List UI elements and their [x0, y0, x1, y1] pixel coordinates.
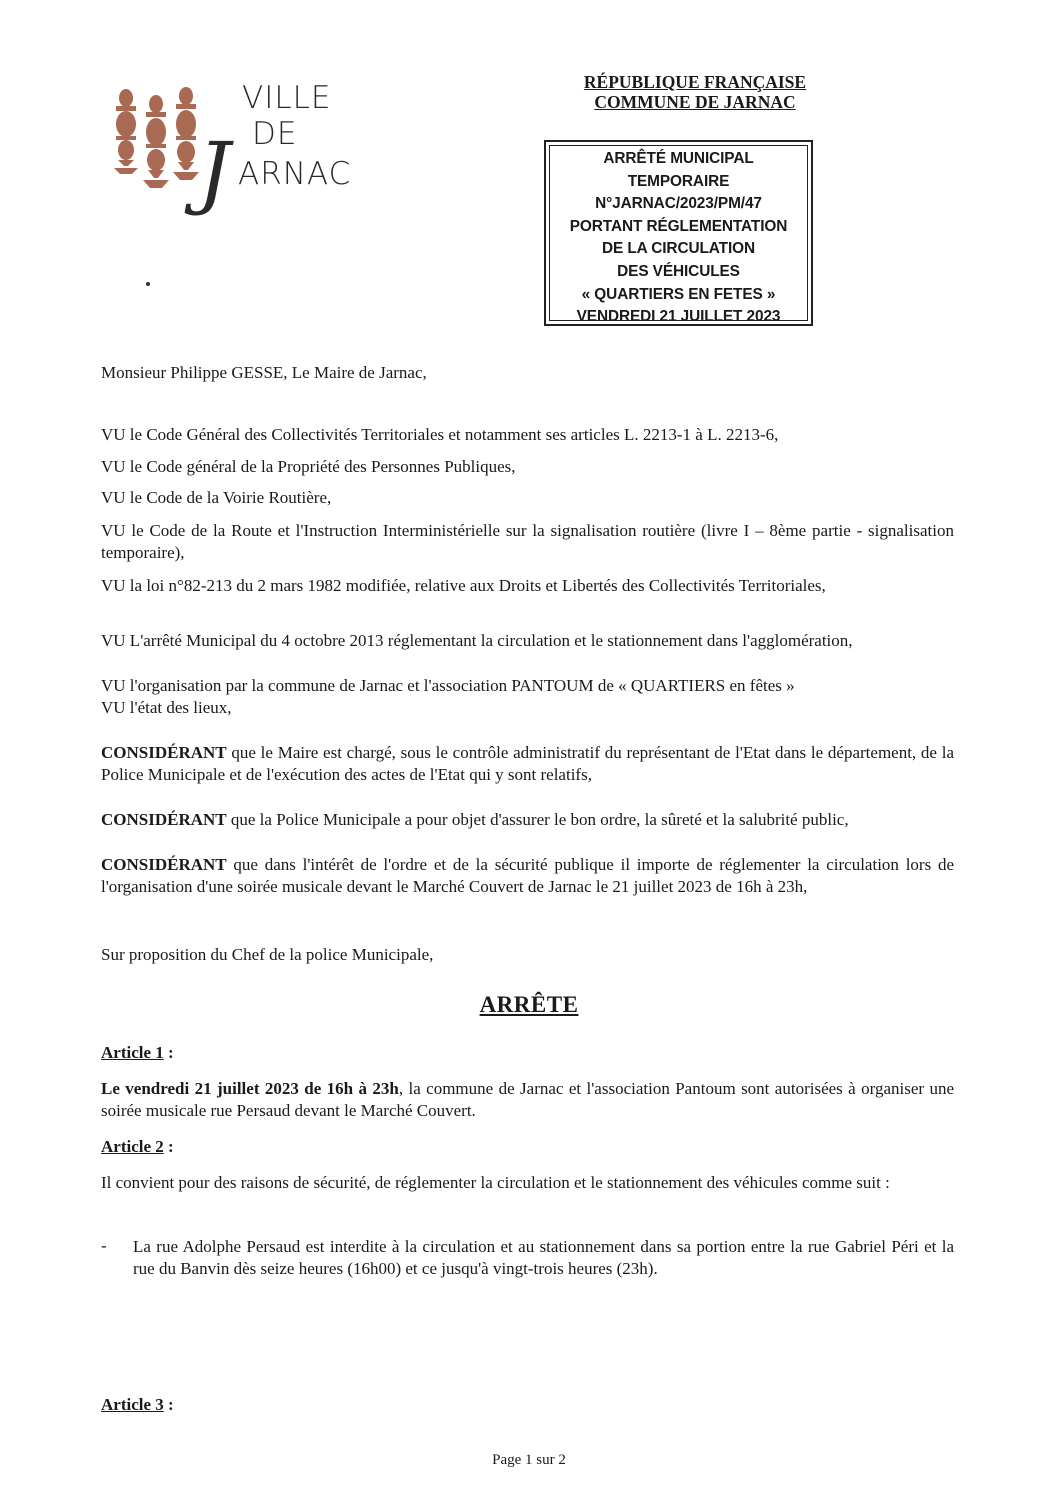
- article-2-colon: :: [163, 1137, 174, 1156]
- box-line: VENDREDI 21 JUILLET 2023: [576, 308, 781, 326]
- article-1-colon: :: [163, 1043, 174, 1062]
- box-line: TEMPORAIRE: [627, 172, 730, 190]
- box-line: DE LA CIRCULATION: [601, 240, 756, 258]
- vu-item: VU le Code de la Route et l'Instruction Interministérielle sur la signalisation routière (livre I – 8ème partie - signalisation temporaire),: [101, 521, 954, 562]
- logo-figure-middle: [143, 95, 169, 188]
- article-2-title: Article 2: [101, 1137, 164, 1156]
- page-number: Page 1 sur 2: [492, 1452, 566, 1468]
- commune-de-jarnac: COMMUNE DE JARNAC: [594, 92, 796, 112]
- article-2-bullet: La rue Adolphe Persaud est interdite à la circulation et au stationnement dans sa portion entre la rue Gabriel Péri et la rue du Banvin dès seize heures (16h00) et ce jusqu'à vingt-trois heures (23h).: [133, 1237, 954, 1278]
- article-1-title: Article 1: [101, 1043, 164, 1062]
- article-3-title: Article 3: [101, 1395, 164, 1414]
- article-1-heading: [101, 1042, 954, 1064]
- vu-item: VU la loi n°82-213 du 2 mars 1982 modifiée, relative aux Droits et Libertés des Collectivités Territoriales,: [101, 576, 826, 595]
- jarnac-logo-text: [198, 80, 387, 220]
- jarnac-logo-emblem: [108, 84, 204, 196]
- article-1-date: Le vendredi 21 juillet 2023 de 16h à 23h: [101, 1079, 399, 1098]
- considerant-1: [101, 742, 954, 786]
- arrete-title-box: [544, 140, 813, 326]
- arrete-heading: ARRÊTE: [479, 992, 579, 1017]
- proposition-line: Sur proposition du Chef de la police Municipale,: [101, 945, 434, 964]
- box-line: N°JARNAC/2023/PM/47: [595, 195, 762, 213]
- considerant-text: que le Maire est chargé, sous le contrôle administratif du représentant de l'Etat dans le département, de la Police Municipale et de l'exécution des actes de l'Etat qui y sont relatifs,: [101, 743, 954, 784]
- article-2-body: Il convient pour des raisons de sécurité, de réglementer la circulation et le stationnement des véhicules comme suit :: [101, 1173, 890, 1192]
- box-line: « QUARTIERS EN FETES »: [581, 285, 776, 303]
- vu-item: VU l'état des lieux,: [101, 698, 232, 717]
- republique-francaise: RÉPUBLIQUE FRANÇAISE: [583, 72, 807, 92]
- article-3-heading: [101, 1394, 954, 1416]
- bullet-dash: -: [101, 1236, 107, 1255]
- logo-ville: VILLE: [242, 80, 332, 116]
- article-1-body: [101, 1078, 954, 1122]
- considerant-3: [101, 854, 954, 898]
- considerant-2: [101, 809, 954, 831]
- considerant-label: CONSIDÉRANT: [101, 810, 227, 829]
- box-line: DES VÉHICULES: [617, 262, 740, 280]
- considerant-text: que la Police Municipale a pour objet d'assurer le bon ordre, la sûreté et la salubrité public,: [226, 810, 849, 829]
- logo-figure-right: [173, 87, 199, 180]
- stray-dot: [146, 282, 150, 286]
- logo-j: J: [198, 125, 231, 218]
- vu-item: VU L'arrêté Municipal du 4 octobre 2013 réglementant la circulation et le stationnement dans l'agglomération,: [101, 631, 853, 650]
- logo-de: DE: [252, 116, 298, 152]
- article-2-heading: [101, 1136, 954, 1158]
- logo-arnac: ARNAC: [238, 156, 352, 192]
- box-line: PORTANT RÉGLEMENTATION: [569, 217, 788, 235]
- maire-line: Monsieur Philippe GESSE, Le Maire de Jarnac,: [101, 363, 427, 382]
- vu-item: VU le Code de la Voirie Routière,: [101, 488, 332, 507]
- vu-item: VU l'organisation par la commune de Jarnac et l'association PANTOUM de « QUARTIERS en fêtes »: [101, 676, 795, 695]
- vu-item: VU le Code général de la Propriété des Personnes Publiques,: [101, 457, 516, 476]
- article-1-text: , la commune de Jarnac et l'association Pantoum sont autorisées à organiser une soirée musicale rue Persaud devant le Marché Couvert.: [101, 1079, 954, 1120]
- considerant-label: CONSIDÉRANT: [101, 855, 227, 874]
- considerant-text: que dans l'intérêt de l'ordre et de la sécurité publique il importe de réglementer la circulation lors de l'organisation d'une soirée musicale devant le Marché Couvert de Jarnac le 21 juillet 2023 de 16h à 23h,: [101, 855, 954, 896]
- box-line: ARRÊTÉ MUNICIPAL: [603, 150, 754, 167]
- vu-item: VU le Code Général des Collectivités Territoriales et notamment ses articles L. 2213-1 à L. 2213-6,: [101, 425, 779, 444]
- header-republique: [545, 72, 845, 112]
- logo-figure-left: [114, 89, 138, 174]
- article-3-colon: :: [163, 1395, 174, 1414]
- considerant-label: CONSIDÉRANT: [101, 743, 227, 762]
